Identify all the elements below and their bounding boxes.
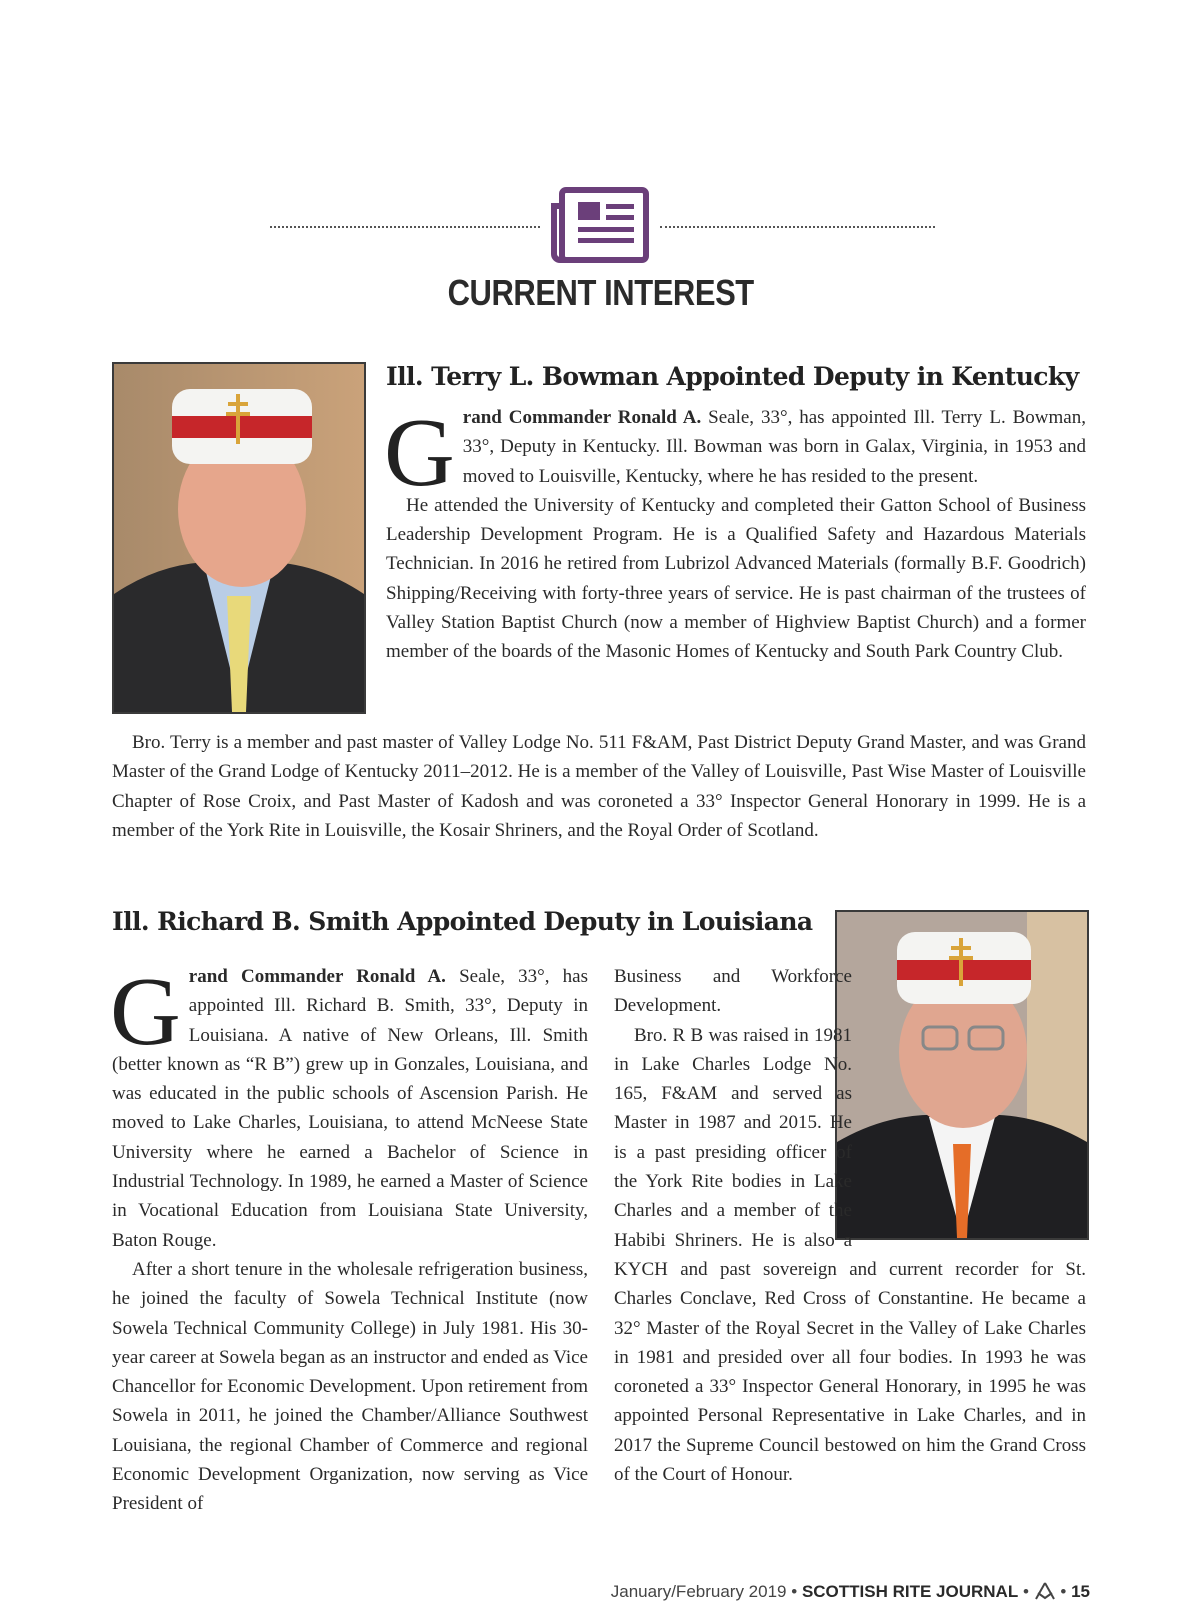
header-rule-right xyxy=(660,226,935,228)
header-rule-left xyxy=(270,226,540,228)
footer-separator: • xyxy=(1022,1582,1029,1601)
article2-column-1 xyxy=(110,958,588,1519)
footer-separator: • xyxy=(791,1582,798,1601)
page-footer xyxy=(611,1582,1090,1605)
article1-headline: Ill. Terry L. Bowman Appointed Deputy in Kentucky xyxy=(386,362,1079,391)
article1-dropcap: G xyxy=(384,399,455,507)
article1-body-top xyxy=(384,399,1086,667)
article2-column-2 xyxy=(614,962,1086,1489)
article2-col2-paragraph-2: Bro. R B was raised in 1981 in Lake Charles Lodge No. 165, F&AM and served as Master in 1987 and 2015. He is a past presiding officer of the York Rite bodies in Lake Charles and a member of the Habibi Shriners. He is also a KYCH and past sovereign and current recorder for St. Charles Conclave, Red Cross of Constantine. He became a 32° Master of the Royal Secret in the Valley of Lake Charles in 1981 and presided over all four bodies. In 1993 he was coroneted a 33° Inspector General Honorary, in 1995 he was appointed Personal Representative in Lake Charles, and in 2017 the Supreme Council bestowed on him the Grand Cross of the Court of Honour. xyxy=(614,1024,1086,1486)
article2-dropcap: G xyxy=(110,958,181,1066)
article2-paragraph-2: After a short tenure in the wholesale refrigeration business, he joined the faculty of Sowela Technical Institute (now Sowela Technical Community College) in July 1981. His 30-year career at Sowela began as an instructor and ended as Vice Chancellor for Economic Development. Upon retirement from Sowela in 2011, he joined the Chamber/Alliance Southwest Louisiana, the regional Chamber of Commerce and regional Economic Development Organization, now serving as Vice President of xyxy=(112,1258,588,1515)
article1-lead-bold: rand Commander Ronald A. xyxy=(462,407,702,428)
compass-square-icon xyxy=(1034,1582,1056,1605)
page-number: 15 xyxy=(1071,1582,1090,1601)
article2-headline: Ill. Richard B. Smith Appointed Deputy in Louisiana xyxy=(112,907,813,936)
section-title: CURRENT INTEREST xyxy=(447,272,754,313)
footer-date: January/February 2019 xyxy=(610,1582,787,1601)
article1-body-bottom xyxy=(112,728,1086,845)
article1-lead-text: Seale, 33°, has appointed Ill. Terry L. Bowman, 33°, Deputy in Kentucky. Ill. Bowman was born in Galax, Virginia, in 1953 and moved to Louisville, Kentucky, where he has resided to the present. xyxy=(462,407,1086,487)
footer-journal: SCOTTISH RITE JOURNAL xyxy=(801,1582,1019,1601)
article1-paragraph-3: Bro. Terry is a member and past master of Valley Lodge No. 511 F&AM, Past District Deputy Grand Master, and was Grand Master of the Grand Lodge of Kentucky 2011–2012. He is a member of the Valley of Louisville, Past Wise Master of Louisville Chapter of Rose Croix, and Past Master of Kadosh and was coroneted a 33° Inspector General Honorary in 1999. He is a member of the York Rite in Louisville, the Kosair Shriners, and the Royal Order of Scotland. xyxy=(112,732,1086,841)
article2-lead-bold: rand Commander Ronald A. xyxy=(188,966,446,987)
newspaper-icon xyxy=(548,186,652,266)
article1-paragraph-2: He attended the University of Kentucky and completed their Gatton School of Business Leadership Development Program. He is a Qualified Safety and Hazardous Materials Technician. In 2016 he retired from Lubrizol Advanced Materials (formally B.F. Goodrich) Shipping/Receiving with forty-three years of service. He is past chairman of the trustees of Valley Station Baptist Church (now a member of Highview Baptist Church) and a former member of the boards of the Masonic Homes of Kentucky and South Park Country Club. xyxy=(386,494,1086,663)
bowman-photo xyxy=(112,362,366,714)
article2-col2-paragraph-1: Business and Workforce Development. xyxy=(614,966,852,1017)
footer-separator: • xyxy=(1060,1582,1067,1601)
article2-lead-text: Seale, 33°, has appointed Ill. Richard B. Smith, 33°, Deputy in Louisiana. A native of New Orleans, Ill. Smith (better known as “R B”) grew up in Gonzales, Louisiana, and was educated in the public schools of Ascension Parish. He moved to Lake Charles, Louisiana, to attend McNeese State University where he earned a Bachelor of Science in Industrial Technology. In 1989, he earned a Master of Science in Vocational Education from Louisiana State University, Baton Rouge. xyxy=(112,966,588,1251)
